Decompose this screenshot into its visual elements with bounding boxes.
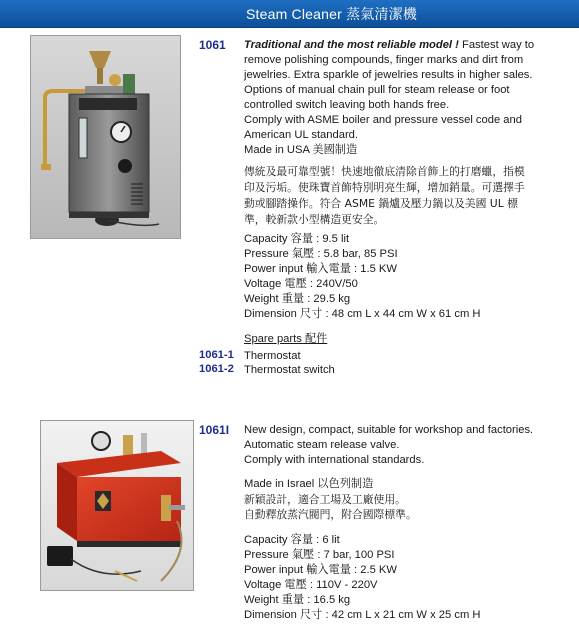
product-1061-cn-line: 動或腳踏操作。符合 ASME 鍋爐及壓力鍋以及美國 UL 標 bbox=[244, 197, 518, 210]
product-1061-cn-line: 傳統及最可靠型號！快速地徹底清除首飾上的打磨蠟，指模 bbox=[244, 165, 525, 178]
spec-power-input: Power input 輸入電量 : 2.5 KW bbox=[244, 564, 397, 576]
spec-weight: Weight 重量 : 16.5 kg bbox=[244, 594, 351, 606]
product-1061I-photo bbox=[40, 420, 194, 591]
product-1061I-desc-line: New design, compact, suitable for workshop and factories. bbox=[244, 424, 534, 436]
product-code-1061: 1061 bbox=[199, 38, 226, 52]
product-1061-lead: Traditional and the most reliable model ! bbox=[244, 39, 459, 51]
product-1061-desc-line: American UL standard. bbox=[244, 129, 358, 141]
product-1061-photo bbox=[30, 35, 181, 239]
product-1061-cn-line: 印及污垢。使珠寶首飾特別明亮生輝，增加銷量。可選擇手 bbox=[244, 181, 525, 194]
product-1061I-cn-line: 新穎設計，適合工場及工廠使用。 bbox=[244, 493, 406, 506]
spec-capacity: Capacity 容量 : 9.5 lit bbox=[244, 233, 350, 245]
spec-pressure: Pressure 氣壓 : 7 bar, 100 PSI bbox=[244, 549, 395, 561]
product-1061-desc-line: controlled switch leaving both hands free. bbox=[244, 99, 450, 111]
product-1061-desc-line: jewelries. Extra sparkle of jewelries results in higher sales. bbox=[244, 69, 533, 81]
product-1061-cn-line: 準，較新款小型構造更安全。 bbox=[244, 213, 385, 226]
product-1061I-origin: Made in Israel 以色列制造 bbox=[244, 478, 374, 490]
spare-name: Thermostat switch bbox=[244, 364, 335, 376]
product-code-1061I: 1061I bbox=[199, 423, 230, 437]
page-title: Steam Cleaner 蒸氣清潔機 bbox=[246, 6, 418, 22]
product-1061-desc-line: Options of manual chain pull for steam release or foot bbox=[244, 84, 510, 96]
spare-name: Thermostat bbox=[244, 350, 301, 362]
header-bar bbox=[0, 0, 579, 28]
product-1061I-desc-line: Automatic steam release valve. bbox=[244, 439, 400, 451]
product-1061-desc-line: remove polishing compounds, finger marks and dirt from bbox=[244, 54, 524, 66]
product-1061-desc-line: Fastest way to bbox=[458, 39, 535, 51]
spec-voltage: Voltage 電壓 : 110V - 220V bbox=[244, 579, 378, 591]
product-1061I-cn-line: 自動釋放蒸汽閥門，附合國際標準。 bbox=[244, 508, 417, 521]
steam-cleaner-silver-illustration bbox=[31, 36, 180, 238]
spare-code: 1061-2 bbox=[199, 363, 234, 375]
product-1061-first-line bbox=[244, 38, 534, 53]
spec-pressure: Pressure 氣壓 : 5.8 bar, 85 PSI bbox=[244, 248, 398, 260]
steam-cleaner-red-illustration bbox=[41, 421, 193, 590]
spec-dimension: Dimension 尺寸 : 42 cm L x 21 cm W x 25 cm H bbox=[244, 609, 481, 621]
product-1061-desc-line: Comply with ASME boiler and pressure vessel code and bbox=[244, 114, 522, 126]
product-1061-origin: Made in USA 美國制造 bbox=[244, 144, 358, 156]
spec-power-input: Power input 輸入電量 : 1.5 KW bbox=[244, 263, 397, 275]
spec-dimension: Dimension 尺寸 : 48 cm L x 44 cm W x 61 cm H bbox=[244, 308, 481, 320]
spare-parts-heading: Spare parts 配件 bbox=[244, 333, 328, 345]
spare-code: 1061-1 bbox=[199, 349, 234, 361]
spec-voltage: Voltage 電壓 : 240V/50 bbox=[244, 278, 358, 290]
spec-capacity: Capacity 容量 : 6 lit bbox=[244, 534, 340, 546]
product-1061I-desc-line: Comply with international standards. bbox=[244, 454, 425, 466]
spec-weight: Weight 重量 : 29.5 kg bbox=[244, 293, 351, 305]
